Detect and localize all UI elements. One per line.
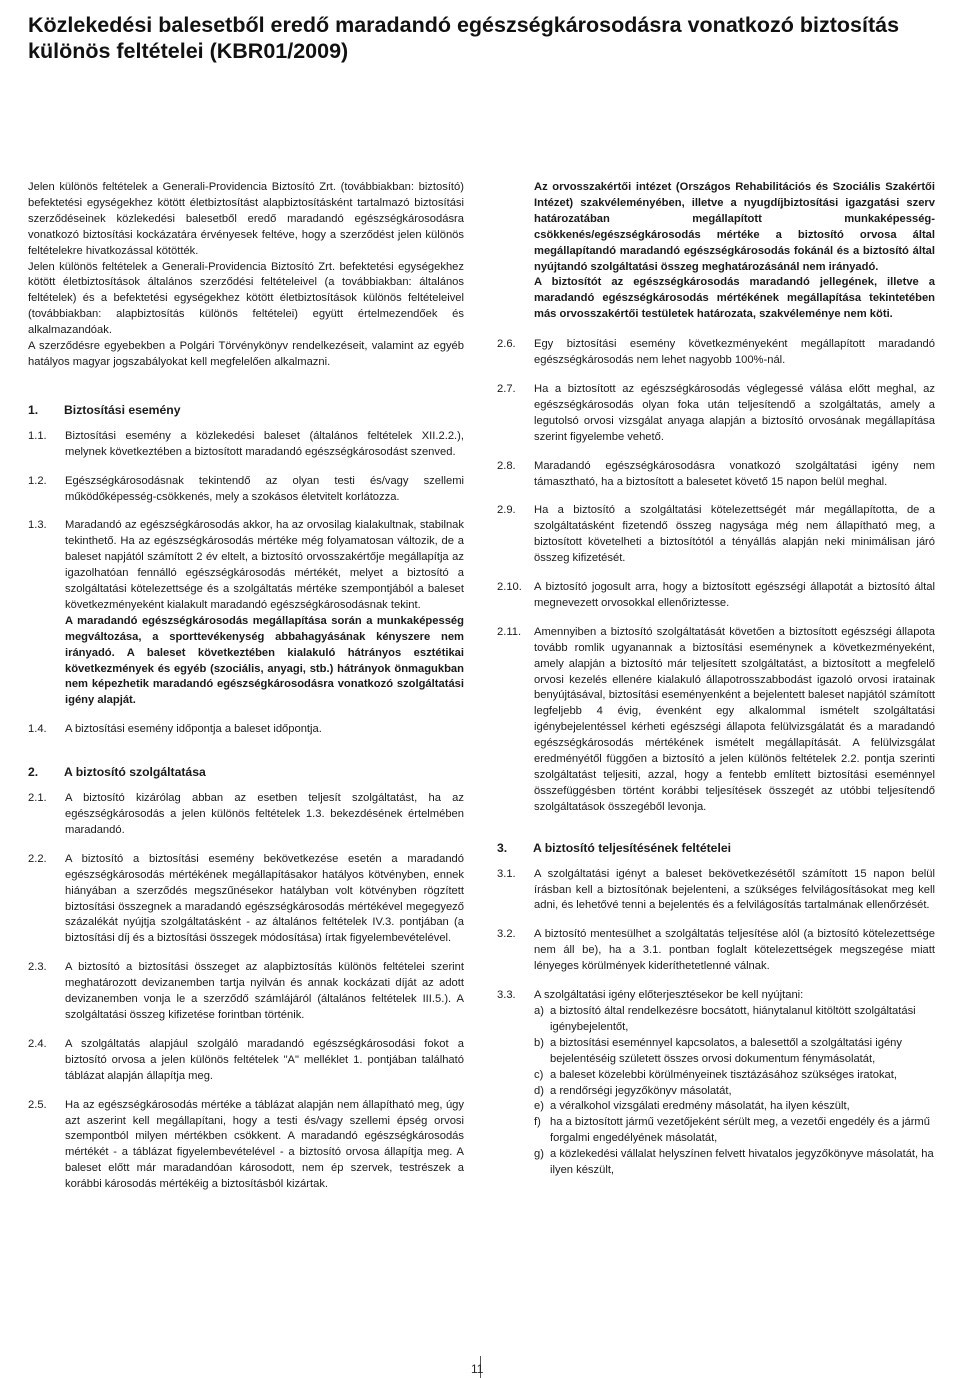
list-item xyxy=(534,1115,935,1147)
page-number: 11 xyxy=(471,1362,484,1376)
clause xyxy=(28,429,464,461)
section-title: A biztosító teljesítésének feltételei xyxy=(533,840,731,855)
clause-number: 1.1. xyxy=(28,429,47,442)
clause-number: 2.4. xyxy=(28,1037,47,1050)
list-text: a véralkohol vizsgálati eredmény másolatát, ha ilyen készült, xyxy=(550,1100,850,1113)
clause xyxy=(28,1098,464,1193)
list-letter: e) xyxy=(534,1100,544,1113)
clause-text-bold: A maradandó egészségkárosodás megállapítása során a munkaképesség megváltozása, a sporttevékenység abbahagyásának kényszere nem irányadó. A baleset következtében kialakuló hátrányos esztétikai következmények és egyéb (szociális, anyagi, stb.) hátrányok önmagukban nem képezhetik maradandó egészségkárosodásra vonatkozó szolgáltatási igény alapját. xyxy=(65,614,464,707)
clause xyxy=(28,852,464,947)
clause-text-bold: A biztosítót az egészségkárosodás maradandó jellegének, illetve a maradandó egészségkárosodás mértékének megállapítása tekintetében más orvosszakértői testületek határozata, szakvéleménye nem köti. xyxy=(534,276,935,321)
list-text: a rendőrségi jegyzőkönyv másolatát, xyxy=(550,1084,732,1097)
clause xyxy=(497,580,935,612)
clause-number: 1.3. xyxy=(28,519,47,532)
list-letter: b) xyxy=(534,1036,544,1049)
list-item xyxy=(534,1068,935,1084)
list-text: a biztosítási eseménnyel kapcsolatos, a balesettől a szolgáltatási igény bejelentéséig született összes orvosi dokumentum fénymásolatát, xyxy=(550,1036,902,1065)
list-letter: c) xyxy=(534,1068,544,1081)
clause-number: 1.4. xyxy=(28,723,47,736)
clause xyxy=(28,722,464,738)
clause-number: 2.9. xyxy=(497,504,516,517)
clause-number: 2.2. xyxy=(28,852,47,865)
section-title: Biztosítási esemény xyxy=(64,402,181,417)
clause xyxy=(497,459,935,491)
clause-text: Maradandó az egészségkárosodás akkor, ha az orvosilag kialakultnak, stabilnak tekinthető. Ha az egészségkárosodás mértéke még folyamatosan változik, de a baleset napjától számított 2 év eltelt, a biztosító orvosszakértője megállapítja az igazolhatóan fennálló egészségkárosodás mértékét, melyet a biztosító a szolgáltatási kötelezettsége és a szolgáltatás mértéke szempontjából a baleset következményeként kialakult maradandó egészségkárosodásnak tekint. xyxy=(65,519,464,611)
clause-text: Ha a biztosított az egészségkárosodás véglegessé válása előtt meghal, az egészségkárosodás olyan foka után teljesítendő a szolgáltatás, amely a legutolsó orvosi vizsgálat anyaga alapján a biztosító orvosának megállapítása szerint figyelembe vehető. xyxy=(534,382,935,443)
intro-paragraph: Jelen különös feltételek a Generali-Providencia Biztosító Zrt. befektetési egységekhez kötött életbiztosítások általános szerződési feltételeivel (a továbbiakban: általános feltételek) és a befektetési egységekhez kötött életbiztosítások különös feltételeivel (továbbiakban: alapbiztosítás különös feltételei) együtt értelmezendőek és alkalmazandóak. xyxy=(28,260,464,337)
list-text: a közlekedési vállalat helyszínen felvett hivatalos jegyzőkönyve másolatát, ha ilyen készült, xyxy=(550,1148,934,1177)
clause-text: Ha a biztosító a szolgáltatási kötelezettségét már megállapította, de a szolgáltatásként fizetendő összeg nagysága még nem állapítható meg, a biztosított követelheti a biztosítótól a tényállás alapján neki minimálisan járó összeg kifizetését. xyxy=(534,504,935,565)
clause-number: 3.1. xyxy=(497,867,516,880)
clause-number: 2.6. xyxy=(497,338,516,351)
clause xyxy=(497,927,935,975)
clause-text: A biztosító kizárólag abban az esetben teljesít szolgáltatást, ha az egészségkárosodás a jelen különös feltételek 1.3. bekezdésének értelmében maradandó. xyxy=(65,792,464,836)
section-heading xyxy=(28,403,464,419)
clause-text: Ha az egészségkárosodás mértéke a táblázat alapján nem állapítható meg, úgy azt aszerint kell megállapítani, hogy a testi és/vagy szellemi épség orvosi szempontból milyen mértékben csökkent. A maradandó egészségkárosodás mértékét - a táblázat figyelembevételével - a biztosító orvosa állapítja meg. A baleset előtt már maradandóan károsodott, nem ép szervek, testrészek a korábbi károsodás mértékéig a biztosításból kizártak. xyxy=(65,1098,464,1191)
clause-number: 2.5. xyxy=(28,1098,47,1111)
list-item xyxy=(534,1004,935,1036)
clause-number: 1.2. xyxy=(28,474,47,487)
section-number: 3. xyxy=(497,840,508,855)
clause xyxy=(497,625,935,816)
clause-text: A biztosító a biztosítási összeget az alapbiztosítás különös feltételei szerint meghatározott devizanemben tartja nyilván és annak kockázati díját az adott devizanemben vonja le a szerződő számlájáról (általános feltételek III.5.). A szolgáltatási összeg kifizetése forintban történik. xyxy=(65,961,464,1021)
clause-number: 2.7. xyxy=(497,382,516,395)
clause xyxy=(28,1037,464,1085)
clause xyxy=(497,503,935,567)
clause xyxy=(28,791,464,839)
clause-number: 2.8. xyxy=(497,459,516,472)
clause-text: Egy biztosítási esemény következményeként megállapított maradandó egészségkárosodás nem lehet nagyobb 100%-nál. xyxy=(534,338,935,367)
clause xyxy=(497,988,935,1179)
clause-number: 3.2. xyxy=(497,928,516,941)
clause xyxy=(497,337,935,369)
clause-text: Egészségkárosodásnak tekintendő az olyan testi és/vagy szellemi működőképesség-csökkenés, mely a szokásos életvitelt korlátozza. xyxy=(65,474,464,503)
clause-text: A biztosító mentesülhet a szolgáltatás teljesítése alól (a biztosító kötelezettsége nem áll be), ha a 3.1. pontban foglalt kötelezettségek megszegése miatt lényeges körülmények kideríthetetlenné válnak. xyxy=(534,928,935,973)
list-letter: f) xyxy=(534,1116,541,1129)
section-heading xyxy=(28,765,464,781)
clause-text: Biztosítási esemény a közlekedési baleset (általános feltételek XII.2.2.), melynek következtében a biztosított maradandó egészségkárosodást szenved. xyxy=(65,429,464,458)
clause xyxy=(28,474,464,506)
right-column xyxy=(497,180,935,1192)
list-letter: d) xyxy=(534,1084,544,1097)
left-column xyxy=(28,180,464,1206)
clause-text: A biztosító jogosult arra, hogy a biztosított egészségi állapotát a biztosító által megnevezett orvosokkal ellenőriztesse. xyxy=(534,581,935,609)
clause-text: A szolgáltatási igényt a baleset bekövetkezésétől számított 15 napon belül írásban kell a biztosítónak bejelenteni, a szükséges felvilágosításokat meg kell adni, és lehetővé tenni a bejelentés és a felvilágosítás tartalmának ellenőrzését. xyxy=(534,867,935,912)
list-letter: g) xyxy=(534,1148,544,1161)
clause-number: 3.3. xyxy=(497,989,516,1002)
list-text: a biztosító által rendelkezésre bocsátott, hiánytalanul kitöltött szolgáltatási igénybejelentőt, xyxy=(550,1004,916,1033)
intro-paragraph: Jelen különös feltételek a Generali-Providencia Biztosító Zrt. (továbbiakban: biztosító) befektetési egységekhez kötött életbiztosítást alapbiztosításként tartalmazó biztosítási szerződéseinek közlekedési balesetből eredő maradandó egészségkárosodásra vonatkozó biztosítási kockázatára érvényesek feltéve, hogy a szerződést jelen különös feltételekre hivatkozással kötötték. xyxy=(28,181,464,257)
clause-number: 2.11. xyxy=(497,625,522,638)
section-title: A biztosító szolgáltatása xyxy=(64,765,206,780)
list-item xyxy=(534,1036,935,1068)
clause-text-bold: Az orvosszakértői intézet (Országos Rehabilitációs és Szociális Szakértői Intézet) szakvéleményében, illetve a nyugdíjbiztosítási igazgatási szerv határozatában megállapított munkaképesség-csökkenés/egészségkárosodás mértéke a biztosító orvosa által megállapítandó maradandó egészségkárosodás fokánál és a biztosító által nyújtandó szolgáltatási összeg meghatározásánál nem irányadó. xyxy=(534,181,935,273)
clause-text: Maradandó egészségkárosodásra vonatkozó szolgáltatási igény nem támasztható, ha a biztosított a balesetet követő 15 napon belül meghal. xyxy=(534,459,935,488)
clause xyxy=(28,960,464,1024)
clause-text: A szolgáltatási igény előterjesztésekor be kell nyújtani: xyxy=(534,989,804,1002)
clause xyxy=(497,867,935,915)
list-text: a baleset közelebbi körülményeinek tisztázásához szükséges iratokat, xyxy=(550,1068,897,1081)
list-text: ha a biztosított jármű vezetőjeként sérült meg, a vezetői engedély és a jármű forgalmi engedélyének másolatát, xyxy=(550,1116,930,1145)
section-heading xyxy=(497,841,935,857)
section-number: 2. xyxy=(28,765,39,780)
intro xyxy=(28,180,464,371)
page-title: Közlekedési balesetből eredő maradandó egészségkárosodásra vonatkozó biztosítás különös feltételei (KBR01/2009) xyxy=(28,13,900,63)
clause-text: Amennyiben a biztosító szolgáltatását követően a biztosított egészségi állapota tovább romlik ugyanannak a biztosítási eseménynek a következményeként, amely alapján a biztosító már teljesített szolgáltatást, a biztosított a megfelelő orvosi kezelés ellenére kialakuló állapotrosszabbodást igazoló orvosi iratainak benyújtásával, biztosítási eseményenként a bejelentett baleset napjától számított legfeljebb 4 évig, évenként egy alkalommal ismételt szolgáltatási igénybejelentéssel kérheti egészségi állapota felülvizsgálatát és a maradandó egészségkárosodás mértékének ismételt megállapítását. A felülvizsgálat eredményétől függően a biztosító a jelen különös feltételek 2.2. pontja szerinti szolgáltatást teljesiti, azzal, hogy a fentebb említett biztosítási eseménnyel összefüggésben történt korábbi teljesítések összegét az utóbbi teljesítendő szolgáltatások összegéből levonja. xyxy=(534,625,935,813)
intro-paragraph: A szerződésre egyebekben a Polgári Törvénykönyv rendelkezéseit, valamint az egyéb hatályos magyar jogszabályokat kell megfelelően alkalmazni. xyxy=(28,340,464,368)
clause-number: 2.10. xyxy=(497,581,522,594)
list-item xyxy=(534,1084,935,1100)
clause-text: A biztosító a biztosítási esemény bekövetkezése esetén a maradandó egészségkárosodás mértékének megállapításakor hatályos kötvényben, ennek hiányában a szerződés megszűnésekor hatályban volt kötvényben rögzített biztosítási összegnek a maradandó egészségkárosodás mértékével megegyező százalékát nyújtja szolgáltatásként - az általános feltételek IV.3. pontjában (a biztosítási díj és a biztosítási összegek módosítása) írtak figyelembevételével. xyxy=(65,852,464,945)
clause xyxy=(28,518,464,709)
list-item xyxy=(534,1147,935,1179)
list-item xyxy=(534,1099,935,1115)
clause-number: 2.3. xyxy=(28,961,47,974)
clause-continuation xyxy=(497,180,935,323)
clause xyxy=(497,382,935,446)
list-letter: a) xyxy=(534,1004,544,1017)
section-number: 1. xyxy=(28,402,39,417)
clause-number: 2.1. xyxy=(28,792,47,805)
clause-text: A biztosítási esemény időpontja a baleset időpontja. xyxy=(65,723,322,736)
clause-text: A szolgáltatás alapjául szolgáló maradandó egészségkárosodási fokot a biztosító orvosa a jelen különös feltételek "A" melléklet 1. pontjában található táblázat alapján állapítja meg. xyxy=(65,1037,464,1082)
